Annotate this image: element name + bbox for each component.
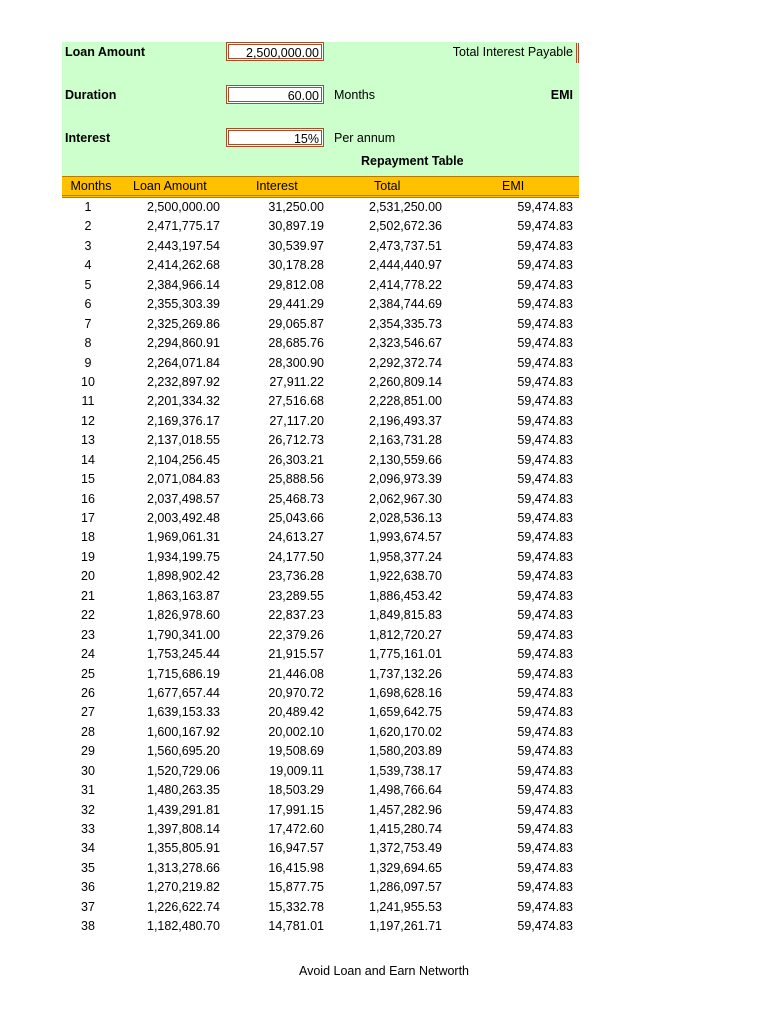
- month-cell[interactable]: 33: [81, 822, 95, 836]
- duration-input[interactable]: 60.00: [226, 85, 324, 104]
- interest-cell[interactable]: 23,289.55: [268, 588, 324, 603]
- month-cell[interactable]: 16: [81, 491, 95, 506]
- emi-cell[interactable]: 59,474.83: [517, 277, 573, 292]
- table-row: [62, 898, 579, 917]
- total-cell[interactable]: 2,323,546.67: [369, 336, 442, 351]
- interest-cell[interactable]: 27,516.68: [268, 394, 324, 409]
- total-cell[interactable]: 2,196,493.37: [369, 413, 442, 428]
- total-cell[interactable]: 1,922,638.70: [369, 569, 442, 584]
- total-cell[interactable]: 2,292,372.74: [369, 355, 442, 370]
- total-cell[interactable]: 1,286,097.57: [369, 880, 442, 895]
- emi-cell[interactable]: 59,474.83: [517, 588, 573, 603]
- total-cell[interactable]: 2,228,851.00: [369, 394, 442, 409]
- footer-text: Avoid Loan and Earn Networth: [298, 964, 470, 978]
- total-cell[interactable]: 2,163,731.28: [369, 433, 442, 448]
- emi-cell[interactable]: 59,474.83: [517, 452, 573, 467]
- total-cell[interactable]: 1,737,132.26: [369, 666, 442, 681]
- emi-cell[interactable]: 59,474.83: [517, 219, 573, 234]
- total-cell[interactable]: 1,993,674.57: [369, 530, 442, 545]
- interest-cell[interactable]: 30,897.19: [268, 219, 324, 234]
- emi-cell[interactable]: 59,474.83: [517, 549, 573, 564]
- table-row: [62, 645, 579, 664]
- interest-cell[interactable]: 26,712.73: [268, 433, 324, 448]
- total-cell[interactable]: 2,260,809.14: [369, 374, 442, 389]
- interest-cell[interactable]: 17,991.15: [268, 802, 324, 817]
- loan-amount-cell[interactable]: 2,325,269.86: [147, 316, 220, 331]
- month-cell[interactable]: 26: [81, 685, 95, 700]
- total-cell[interactable]: 1,498,766.64: [369, 783, 442, 798]
- total-cell[interactable]: 2,473,737.51: [369, 238, 442, 253]
- table-row: [62, 781, 579, 800]
- table-row: [62, 470, 579, 489]
- emi-cell[interactable]: 59,474.83: [517, 238, 573, 253]
- emi-cell[interactable]: 59,474.83: [517, 530, 573, 545]
- total-cell[interactable]: 2,384,744.69: [369, 297, 442, 312]
- loan-amount-input[interactable]: 2,500,000.00: [226, 42, 324, 61]
- month-cell[interactable]: 3: [84, 238, 92, 253]
- interest-cell[interactable]: 23,736.28: [268, 569, 324, 584]
- loan-amount-cell[interactable]: 1,898,902.42: [147, 569, 220, 584]
- total-cell[interactable]: 2,444,440.97: [369, 258, 442, 273]
- emi-cell[interactable]: 59,474.83: [517, 744, 573, 759]
- total-interest-value-cell[interactable]: [576, 43, 579, 63]
- interest-cell[interactable]: 25,888.56: [268, 472, 324, 487]
- table-row: [62, 412, 579, 431]
- total-cell[interactable]: 2,502,672.36: [369, 219, 442, 234]
- month-cell[interactable]: 14: [81, 452, 95, 467]
- table-row: [62, 839, 579, 858]
- interest-cell[interactable]: 15,332.78: [268, 899, 324, 914]
- loan-amount-cell[interactable]: 1,600,167.92: [147, 724, 220, 739]
- interest-cell[interactable]: 22,379.26: [268, 627, 324, 642]
- table-row: [62, 742, 579, 761]
- emi-cell[interactable]: 59,474.83: [517, 627, 573, 642]
- emi-cell[interactable]: 59,474.83: [517, 569, 573, 584]
- interest-cell[interactable]: 20,489.42: [268, 705, 324, 720]
- total-cell[interactable]: 1,775,161.01: [369, 647, 442, 662]
- interest-cell[interactable]: 16,947.57: [268, 841, 324, 856]
- interest-cell[interactable]: 26,303.21: [268, 452, 324, 467]
- emi-cell[interactable]: 59,474.83: [517, 316, 573, 331]
- interest-cell[interactable]: 22,837.23: [268, 608, 324, 623]
- total-cell[interactable]: 2,062,967.30: [369, 491, 442, 506]
- emi-cell[interactable]: 59,474.83: [517, 472, 573, 487]
- table-row: [62, 548, 579, 567]
- total-cell[interactable]: 1,886,453.42: [369, 588, 442, 603]
- loan-amount-cell[interactable]: 1,480,263.35: [147, 783, 220, 798]
- total-cell[interactable]: 1,415,280.74: [369, 822, 442, 836]
- table-row: [62, 198, 579, 217]
- table-row: [62, 315, 579, 334]
- total-cell[interactable]: 1,698,628.16: [369, 685, 442, 700]
- total-cell[interactable]: 1,457,282.96: [369, 802, 442, 817]
- table-row: [62, 217, 579, 236]
- emi-cell[interactable]: 59,474.83: [517, 802, 573, 817]
- total-cell[interactable]: 1,539,738.17: [369, 763, 442, 778]
- loan-amount-cell[interactable]: 1,969,061.31: [147, 530, 220, 545]
- interest-label: Interest: [65, 131, 111, 145]
- interest-cell[interactable]: 25,043.66: [268, 511, 324, 525]
- loan-amount-cell[interactable]: 1,863,163.87: [147, 588, 220, 603]
- loan-amount-cell[interactable]: 1,355,805.91: [147, 841, 220, 856]
- emi-cell[interactable]: 59,474.83: [517, 647, 573, 662]
- month-cell[interactable]: 31: [81, 783, 95, 798]
- month-cell[interactable]: 2: [84, 219, 92, 234]
- month-cell[interactable]: 22: [81, 608, 95, 623]
- header-emi: EMI: [502, 179, 525, 193]
- table-row: [62, 354, 579, 373]
- duration-unit: Months: [334, 88, 375, 102]
- table-row: [62, 509, 579, 528]
- table-header-row: [62, 176, 579, 198]
- emi-cell[interactable]: 59,474.83: [517, 685, 573, 700]
- interest-cell[interactable]: 20,002.10: [268, 724, 324, 739]
- emi-cell[interactable]: 59,474.83: [517, 860, 573, 875]
- emi-cell[interactable]: 59,474.83: [517, 336, 573, 351]
- loan-amount-cell[interactable]: 1,226,622.74: [147, 899, 220, 914]
- loan-amount-cell[interactable]: 2,294,860.91: [147, 336, 220, 351]
- interest-cell[interactable]: 28,300.90: [268, 355, 324, 370]
- interest-cell[interactable]: 24,177.50: [268, 549, 324, 564]
- loan-amount-cell[interactable]: 1,753,245.44: [147, 647, 220, 662]
- month-cell[interactable]: 34: [81, 841, 95, 856]
- month-cell[interactable]: 13: [81, 433, 95, 448]
- loan-amount-cell[interactable]: 1,826,978.60: [147, 608, 220, 623]
- month-cell[interactable]: 37: [81, 899, 95, 914]
- loan-amount-cell[interactable]: 1,270,219.82: [147, 880, 220, 895]
- month-cell[interactable]: 11: [81, 394, 95, 409]
- emi-cell[interactable]: 59,474.83: [517, 783, 573, 798]
- month-cell[interactable]: 23: [81, 627, 95, 642]
- table-row: [62, 665, 579, 684]
- emi-cell[interactable]: 59,474.83: [517, 394, 573, 409]
- interest-cell[interactable]: 29,441.29: [268, 297, 324, 312]
- month-cell[interactable]: 10: [81, 374, 95, 389]
- table-row: [62, 587, 579, 606]
- month-cell[interactable]: 7: [84, 316, 92, 331]
- interest-cell[interactable]: 25,468.73: [268, 491, 324, 506]
- total-interest-label: Total Interest Payable: [452, 45, 573, 59]
- emi-cell[interactable]: 59,474.83: [517, 608, 573, 623]
- interest-cell[interactable]: 19,009.11: [269, 763, 324, 778]
- month-cell[interactable]: 28: [81, 724, 95, 739]
- table-row: [62, 373, 579, 392]
- header-interest: Interest: [256, 179, 298, 193]
- total-cell[interactable]: 1,197,261.71: [369, 919, 442, 934]
- month-cell[interactable]: 4: [84, 258, 92, 273]
- interest-cell[interactable]: 17,472.60: [268, 822, 324, 836]
- table-row: [62, 256, 579, 275]
- emi-cell[interactable]: 59,474.83: [517, 763, 573, 778]
- month-cell[interactable]: 18: [81, 530, 95, 545]
- table-row: [62, 684, 579, 703]
- month-cell[interactable]: 27: [81, 705, 95, 720]
- emi-cell[interactable]: 59,474.83: [517, 880, 573, 895]
- month-cell[interactable]: 6: [84, 297, 92, 312]
- total-cell[interactable]: 2,130,559.66: [369, 452, 442, 467]
- repayment-table-body: [62, 198, 579, 937]
- loan-amount-cell[interactable]: 2,384,966.14: [147, 277, 220, 292]
- loan-amount-cell[interactable]: 2,355,303.39: [147, 297, 220, 312]
- loan-amount-cell[interactable]: 2,500,000.00: [147, 200, 220, 214]
- header-loan-amount: Loan Amount: [133, 179, 207, 193]
- interest-cell[interactable]: 31,250.00: [268, 200, 324, 214]
- emi-cell[interactable]: 59,474.83: [517, 705, 573, 720]
- table-row: [62, 431, 579, 450]
- loan-amount-cell[interactable]: 2,443,197.54: [147, 238, 220, 253]
- month-cell[interactable]: 17: [81, 511, 95, 525]
- interest-cell[interactable]: 20,970.72: [268, 685, 324, 700]
- month-cell[interactable]: 35: [81, 860, 95, 875]
- loan-amount-cell[interactable]: 1,182,480.70: [147, 919, 220, 934]
- table-row: [62, 567, 579, 586]
- loan-amount-cell[interactable]: 1,790,341.00: [147, 627, 220, 642]
- total-cell[interactable]: 2,354,335.73: [369, 316, 442, 331]
- interest-cell[interactable]: 29,812.08: [268, 277, 324, 292]
- table-row: [62, 606, 579, 625]
- loan-amount-cell[interactable]: 2,471,775.17: [147, 219, 220, 234]
- month-cell[interactable]: 36: [81, 880, 95, 895]
- month-cell[interactable]: 21: [81, 588, 95, 603]
- emi-cell[interactable]: 59,474.83: [517, 841, 573, 856]
- table-row: [62, 626, 579, 645]
- total-cell[interactable]: 2,028,536.13: [369, 511, 442, 525]
- loan-amount-cell[interactable]: 1,439,291.81: [147, 802, 220, 817]
- month-cell[interactable]: 29: [81, 744, 95, 759]
- loan-amount-cell[interactable]: 2,264,071.84: [147, 355, 220, 370]
- loan-amount-cell[interactable]: 2,232,897.92: [147, 374, 220, 389]
- loan-calculator-sheet: [62, 42, 579, 937]
- interest-cell[interactable]: 27,911.22: [269, 374, 324, 389]
- interest-cell[interactable]: 15,877.75: [268, 880, 324, 895]
- table-row: [62, 723, 579, 742]
- table-row: [62, 237, 579, 256]
- interest-cell[interactable]: 30,178.28: [268, 258, 324, 273]
- loan-amount-cell[interactable]: 1,313,278.66: [147, 860, 220, 875]
- table-row: [62, 762, 579, 781]
- interest-cell[interactable]: 30,539.97: [268, 238, 324, 253]
- total-cell[interactable]: 1,241,955.53: [369, 899, 442, 914]
- input-section: [62, 42, 579, 176]
- emi-cell[interactable]: 59,474.83: [517, 666, 573, 681]
- table-row: [62, 276, 579, 295]
- loan-amount-cell[interactable]: 1,397,808.14: [147, 822, 220, 836]
- emi-cell[interactable]: 59,474.83: [517, 919, 573, 934]
- month-cell[interactable]: 38: [81, 919, 95, 934]
- repayment-table-title: Repayment Table: [361, 154, 464, 168]
- emi-cell[interactable]: 59,474.83: [517, 822, 573, 836]
- month-cell[interactable]: 8: [84, 336, 92, 351]
- month-cell[interactable]: 32: [81, 802, 95, 817]
- emi-cell[interactable]: 59,474.83: [517, 374, 573, 389]
- emi-cell[interactable]: 59,474.83: [517, 258, 573, 273]
- loan-amount-cell[interactable]: 2,414,262.68: [147, 258, 220, 273]
- emi-cell[interactable]: 59,474.83: [517, 724, 573, 739]
- month-cell[interactable]: 25: [81, 666, 95, 681]
- total-cell[interactable]: 1,958,377.24: [369, 549, 442, 564]
- emi-cell[interactable]: 59,474.83: [517, 491, 573, 506]
- emi-cell[interactable]: 59,474.83: [517, 355, 573, 370]
- total-cell[interactable]: 2,531,250.00: [369, 200, 442, 214]
- emi-cell[interactable]: 59,474.83: [517, 200, 573, 214]
- total-cell[interactable]: 1,620,170.02: [369, 724, 442, 739]
- loan-amount-cell[interactable]: 2,071,084.83: [147, 472, 220, 487]
- month-cell[interactable]: 19: [81, 549, 95, 564]
- month-cell[interactable]: 12: [81, 413, 95, 428]
- total-cell[interactable]: 1,812,720.27: [369, 627, 442, 642]
- duration-label: Duration: [65, 88, 117, 102]
- interest-cell[interactable]: 18,503.29: [268, 783, 324, 798]
- loan-amount-cell[interactable]: 2,169,376.17: [147, 413, 220, 428]
- interest-cell[interactable]: 28,685.76: [268, 336, 324, 351]
- total-cell[interactable]: 1,580,203.89: [369, 744, 442, 759]
- loan-amount-cell[interactable]: 1,934,199.75: [147, 549, 220, 564]
- table-row: [62, 859, 579, 878]
- table-row: [62, 295, 579, 314]
- interest-input[interactable]: 15%: [226, 128, 324, 147]
- interest-cell[interactable]: 24,613.27: [268, 530, 324, 545]
- table-row: [62, 490, 579, 509]
- loan-amount-cell[interactable]: 1,560,695.20: [147, 744, 220, 759]
- emi-label: EMI: [550, 88, 573, 102]
- emi-cell[interactable]: 59,474.83: [517, 899, 573, 914]
- loan-amount-cell[interactable]: 2,003,492.48: [147, 511, 220, 525]
- loan-amount-cell[interactable]: 2,137,018.55: [147, 433, 220, 448]
- table-row: [62, 334, 579, 353]
- table-row: [62, 703, 579, 722]
- loan-amount-label: Loan Amount: [65, 45, 146, 59]
- month-cell[interactable]: 1: [84, 200, 92, 214]
- total-cell[interactable]: 2,414,778.22: [369, 277, 442, 292]
- loan-amount-cell[interactable]: 1,677,657.44: [147, 685, 220, 700]
- month-cell[interactable]: 15: [81, 472, 95, 487]
- header-total: Total: [374, 179, 401, 193]
- total-cell[interactable]: 1,329,694.65: [369, 860, 442, 875]
- loan-amount-cell[interactable]: 1,715,686.19: [147, 666, 220, 681]
- emi-cell[interactable]: 59,474.83: [517, 413, 573, 428]
- total-cell[interactable]: 1,849,815.83: [369, 608, 442, 623]
- emi-cell[interactable]: 59,474.83: [517, 511, 573, 525]
- table-row: [62, 917, 579, 936]
- table-row: [62, 820, 579, 839]
- total-cell[interactable]: 2,096,973.39: [369, 472, 442, 487]
- interest-cell[interactable]: 16,415.98: [268, 860, 324, 875]
- table-row: [62, 801, 579, 820]
- month-cell[interactable]: 9: [84, 355, 92, 370]
- table-row: [62, 528, 579, 547]
- month-cell[interactable]: 20: [81, 569, 95, 584]
- emi-cell[interactable]: 59,474.83: [517, 433, 573, 448]
- interest-cell[interactable]: 19,508.69: [268, 744, 324, 759]
- month-cell[interactable]: 30: [81, 763, 95, 778]
- interest-unit: Per annum: [334, 131, 396, 145]
- table-row: [62, 878, 579, 897]
- interest-cell[interactable]: 21,915.57: [268, 647, 324, 662]
- header-months: Months: [70, 179, 112, 193]
- loan-amount-cell[interactable]: 2,104,256.45: [147, 452, 220, 467]
- loan-amount-cell[interactable]: 1,639,153.33: [147, 705, 220, 720]
- interest-cell[interactable]: 14,781.01: [268, 919, 324, 934]
- interest-cell[interactable]: 27,117.20: [269, 413, 324, 428]
- month-cell[interactable]: 24: [81, 647, 95, 662]
- table-row: [62, 451, 579, 470]
- loan-amount-cell[interactable]: 2,037,498.57: [147, 491, 220, 506]
- total-cell[interactable]: 1,372,753.49: [369, 841, 442, 856]
- table-row: [62, 392, 579, 411]
- emi-cell[interactable]: 59,474.83: [517, 297, 573, 312]
- interest-cell[interactable]: 29,065.87: [268, 316, 324, 331]
- month-cell[interactable]: 5: [84, 277, 92, 292]
- loan-amount-cell[interactable]: 1,520,729.06: [147, 763, 220, 778]
- total-cell[interactable]: 1,659,642.75: [369, 705, 442, 720]
- loan-amount-cell[interactable]: 2,201,334.32: [147, 394, 220, 409]
- interest-cell[interactable]: 21,446.08: [268, 666, 324, 681]
